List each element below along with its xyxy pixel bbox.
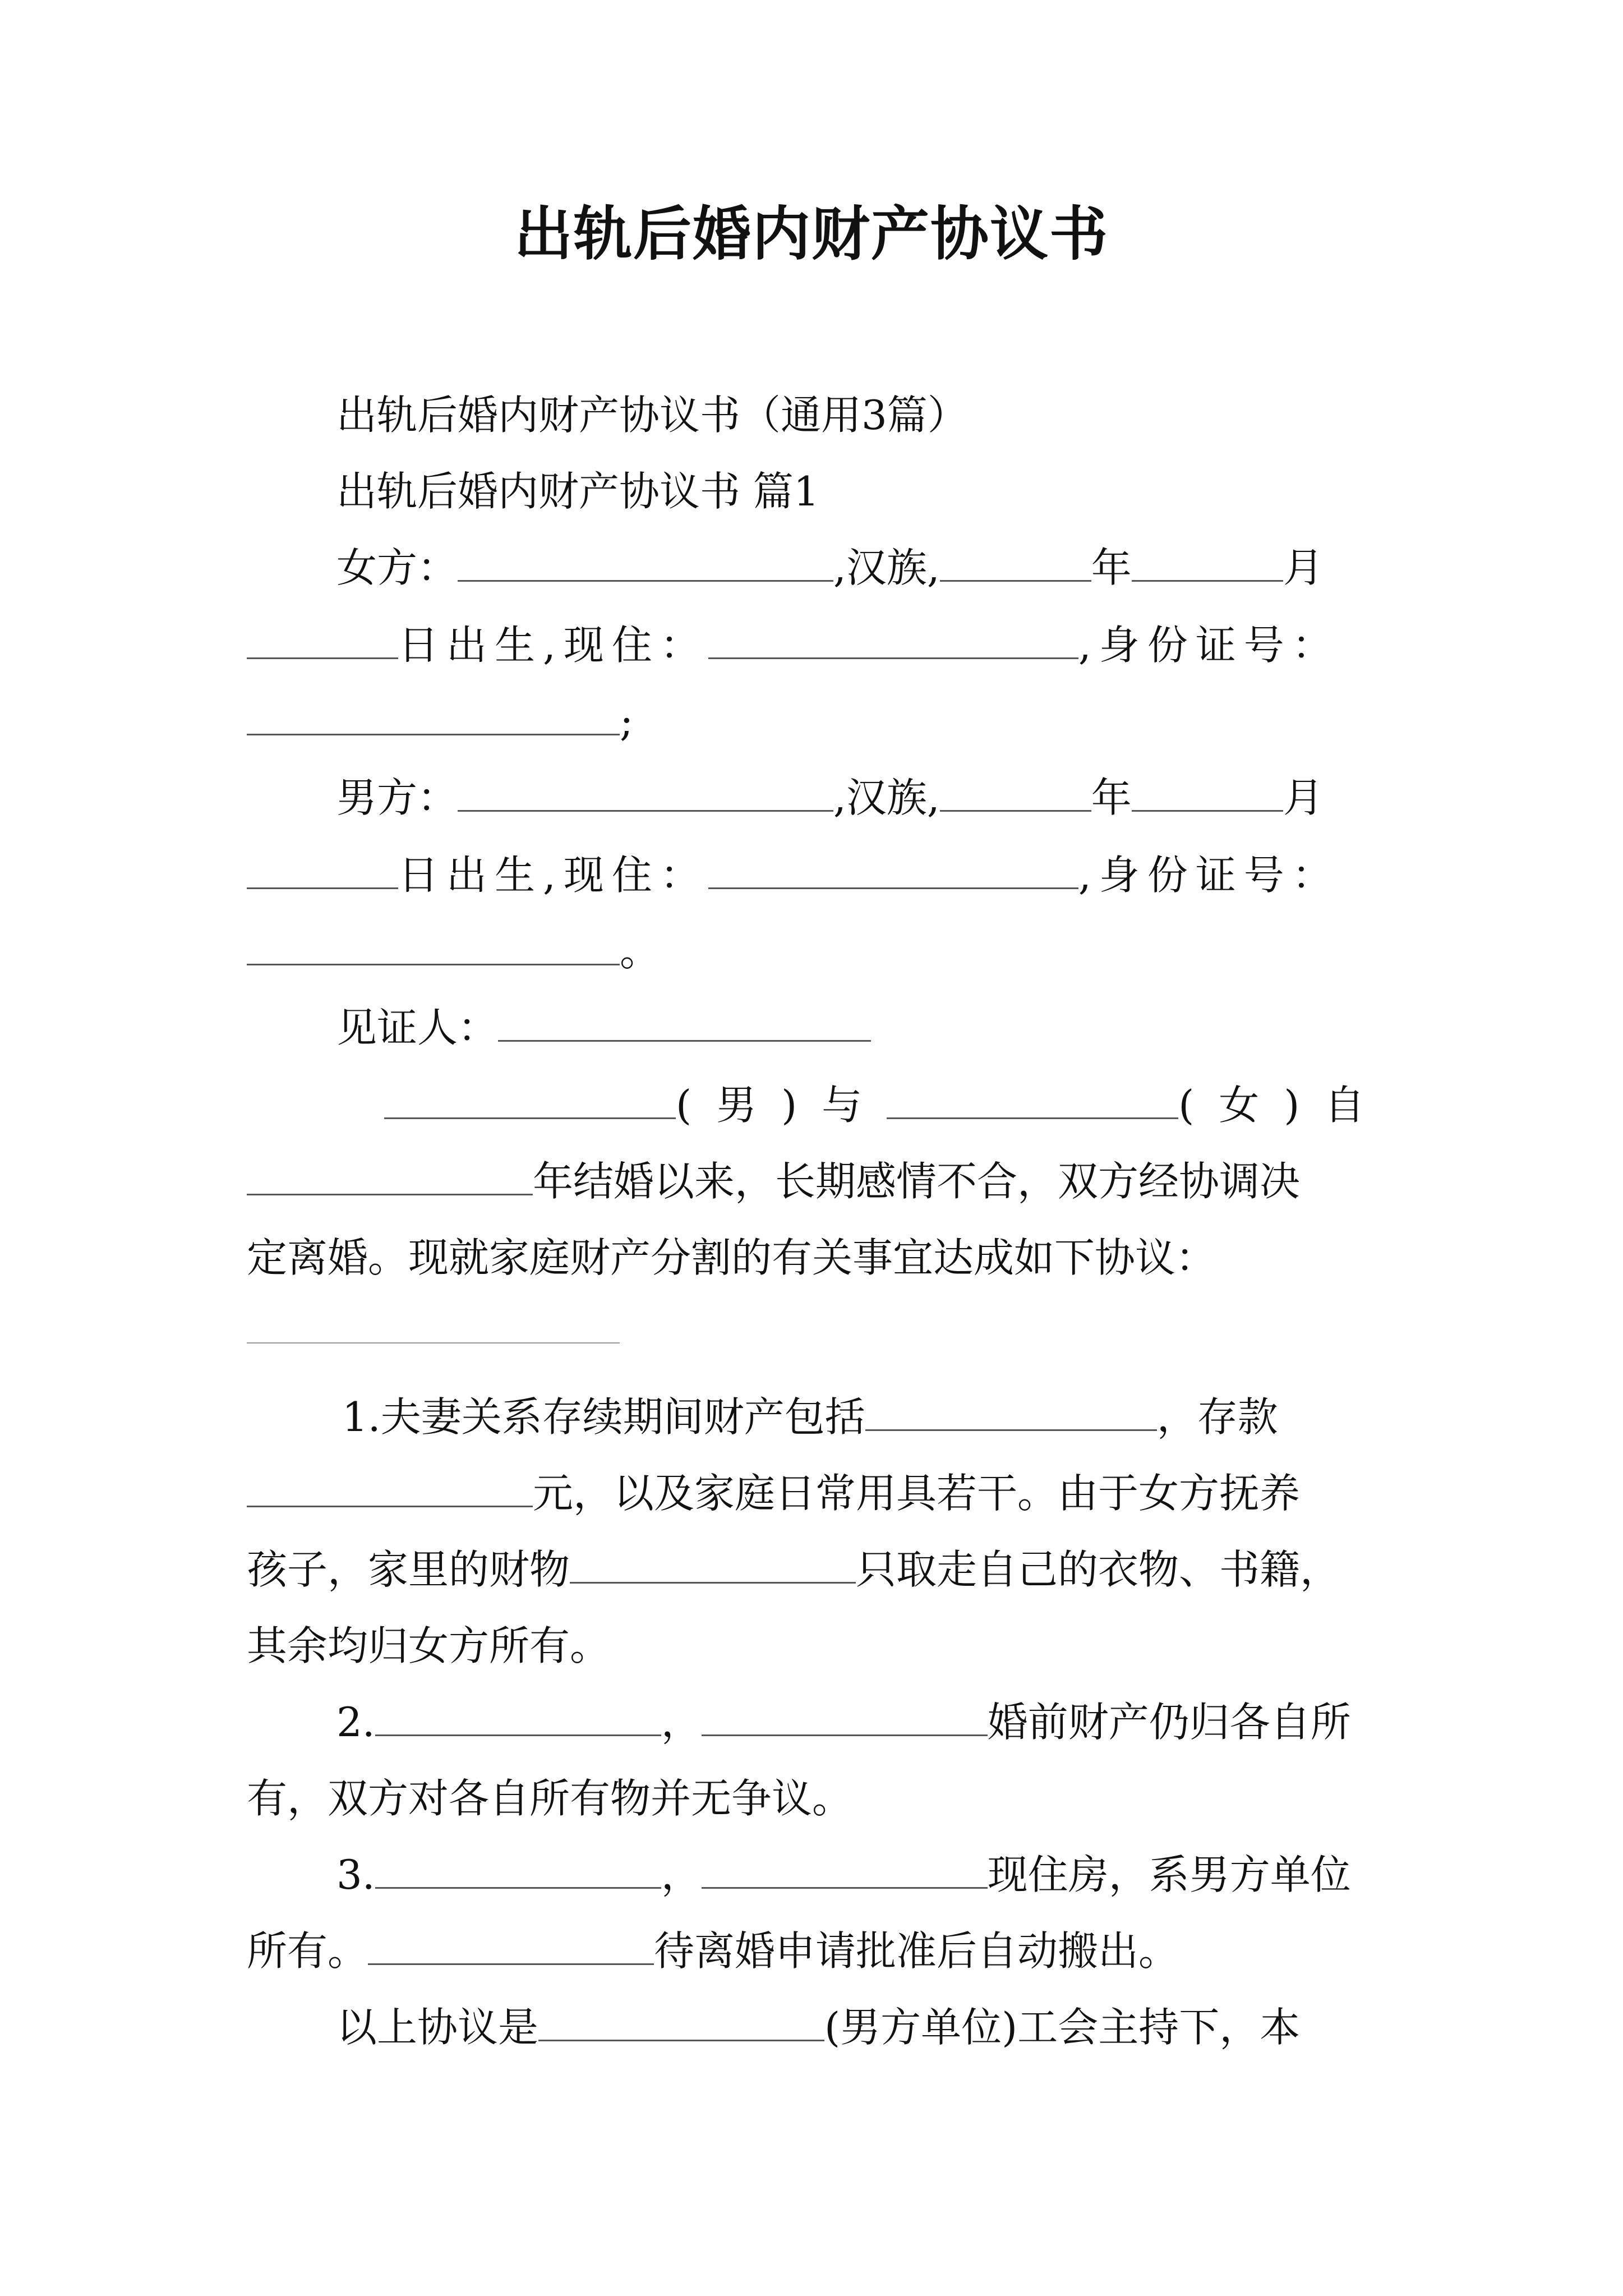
agreement-blank[interactable] <box>247 1303 620 1343</box>
clause1-d: 孩子，家里的财物 <box>247 1546 570 1593</box>
party-blank[interactable] <box>570 1543 856 1584</box>
witness-blank[interactable] <box>498 1001 871 1042</box>
female-year-label: 年 <box>1091 544 1132 591</box>
female-birth-month-blank[interactable] <box>1132 541 1283 582</box>
male-id-label: ,身份证号： <box>1078 852 1340 899</box>
male-born-address-label: 日出生,现住： <box>398 852 708 899</box>
clause3-line-2 <box>247 1923 1179 1979</box>
clause3-num: 3. <box>336 1851 375 1898</box>
clause1-line-2 <box>247 1465 1300 1521</box>
male-address-blank[interactable] <box>708 848 1078 889</box>
male-party-blank[interactable] <box>384 1078 676 1119</box>
female-ethnic: ,汉族, <box>833 544 940 591</box>
clause1-a: 1.夫妻关系存续期间财产包括 <box>342 1393 865 1441</box>
female-month-label: 月 <box>1283 544 1324 591</box>
clause2-blank-2[interactable] <box>702 1695 988 1736</box>
male-name-blank[interactable] <box>458 771 833 812</box>
clause3-blank-1[interactable] <box>375 1848 661 1889</box>
male-year-label: 年 <box>1091 774 1132 821</box>
closing-a: 以上协议是 <box>336 2004 539 2051</box>
female-line-2 <box>247 617 1340 673</box>
intro-line-3 <box>247 1230 1216 1286</box>
male-tag: (男)与 <box>676 1082 887 1129</box>
male-birth-year-blank[interactable] <box>940 771 1091 812</box>
clause2-blank-1[interactable] <box>375 1695 661 1736</box>
clause2-cont: 有，双方对各自所有物并无争议。 <box>247 1775 853 1822</box>
clause2-line-1 <box>336 1694 1351 1750</box>
clause1-line-3 <box>247 1542 1340 1598</box>
male-line-2 <box>247 847 1340 903</box>
female-end: ; <box>620 698 634 745</box>
clause3-blank-3[interactable] <box>368 1924 654 1965</box>
female-line-1 <box>336 540 1324 596</box>
clause1-c: 元，以及家庭日常用具若干。由于女方抚养 <box>533 1470 1301 1517</box>
closing-blank[interactable] <box>538 2000 824 2041</box>
intro-line-1 <box>384 1077 1389 1133</box>
female-label: 女方： <box>336 544 458 591</box>
female-party-blank[interactable] <box>887 1078 1178 1119</box>
female-line-3 <box>247 693 633 749</box>
female-birth-year-blank[interactable] <box>940 541 1091 582</box>
closing-line <box>336 1999 1300 2055</box>
document-title: 出轨后婚内财产协议书 <box>514 199 1109 268</box>
clause3-blank-2[interactable] <box>702 1848 988 1889</box>
married-since-text: 年结婚以来，长期感情不合，双方经协调决 <box>533 1158 1301 1205</box>
clause1-e: 只取走自己的衣物、书籍， <box>856 1546 1341 1593</box>
property-list-blank[interactable] <box>865 1390 1157 1431</box>
female-name-blank[interactable] <box>458 541 833 582</box>
clause1-line-1 <box>342 1389 1278 1445</box>
clause1-f: 其余均归女方所有。 <box>247 1622 611 1669</box>
female-birth-day-blank[interactable] <box>247 618 398 659</box>
witness-label: 见证人： <box>336 1004 499 1051</box>
decided-text: 定离婚。现就家庭财产分割的有关事宜达成如下协议： <box>247 1234 1216 1281</box>
male-end: 。 <box>620 928 661 975</box>
female-id-blank[interactable] <box>247 694 620 735</box>
clause3-line-1 <box>336 1847 1351 1903</box>
part-heading: 出轨后婚内财产协议书 篇1 <box>336 468 819 515</box>
clause2-line-2 <box>247 1770 852 1826</box>
clause3-cont-a: 所有。 <box>247 1927 368 1975</box>
clause3-cont-b: 待离婚申请批准后自动搬出。 <box>654 1927 1179 1975</box>
clause1-b: ，存款 <box>1156 1393 1278 1441</box>
intro-line-2 <box>247 1153 1300 1209</box>
female-id-label: ,身份证号： <box>1078 622 1340 669</box>
female-tag: (女)自 <box>1178 1082 1390 1129</box>
male-line-1 <box>336 770 1324 826</box>
male-line-3 <box>247 923 660 979</box>
male-birth-month-blank[interactable] <box>1132 771 1283 812</box>
document-subtitle: 出轨后婚内财产协议书（通用3篇） <box>336 392 968 439</box>
male-month-label: 月 <box>1283 774 1324 821</box>
female-address-blank[interactable] <box>708 618 1078 659</box>
deposit-amount-blank[interactable] <box>247 1466 533 1507</box>
closing-b: (男方单位)工会主持下，本 <box>824 2004 1301 2051</box>
witness-line <box>336 1000 871 1056</box>
male-id-blank[interactable] <box>247 924 620 965</box>
male-label: 男方： <box>336 774 458 821</box>
clause3-text: 现住房，系男方单位 <box>987 1851 1351 1898</box>
intro-line-4 <box>247 1301 620 1358</box>
marriage-year-blank[interactable] <box>247 1154 533 1195</box>
female-born-address-label: 日出生,现住： <box>398 622 708 669</box>
clause1-line-4 <box>247 1618 610 1674</box>
male-ethnic: ,汉族, <box>833 774 940 821</box>
clause2-text: 婚前财产仍归各自所 <box>987 1699 1351 1746</box>
clause2-comma: ， <box>661 1699 702 1746</box>
male-birth-day-blank[interactable] <box>247 848 398 889</box>
clause2-num: 2. <box>336 1699 375 1746</box>
clause3-comma: ， <box>661 1851 702 1898</box>
